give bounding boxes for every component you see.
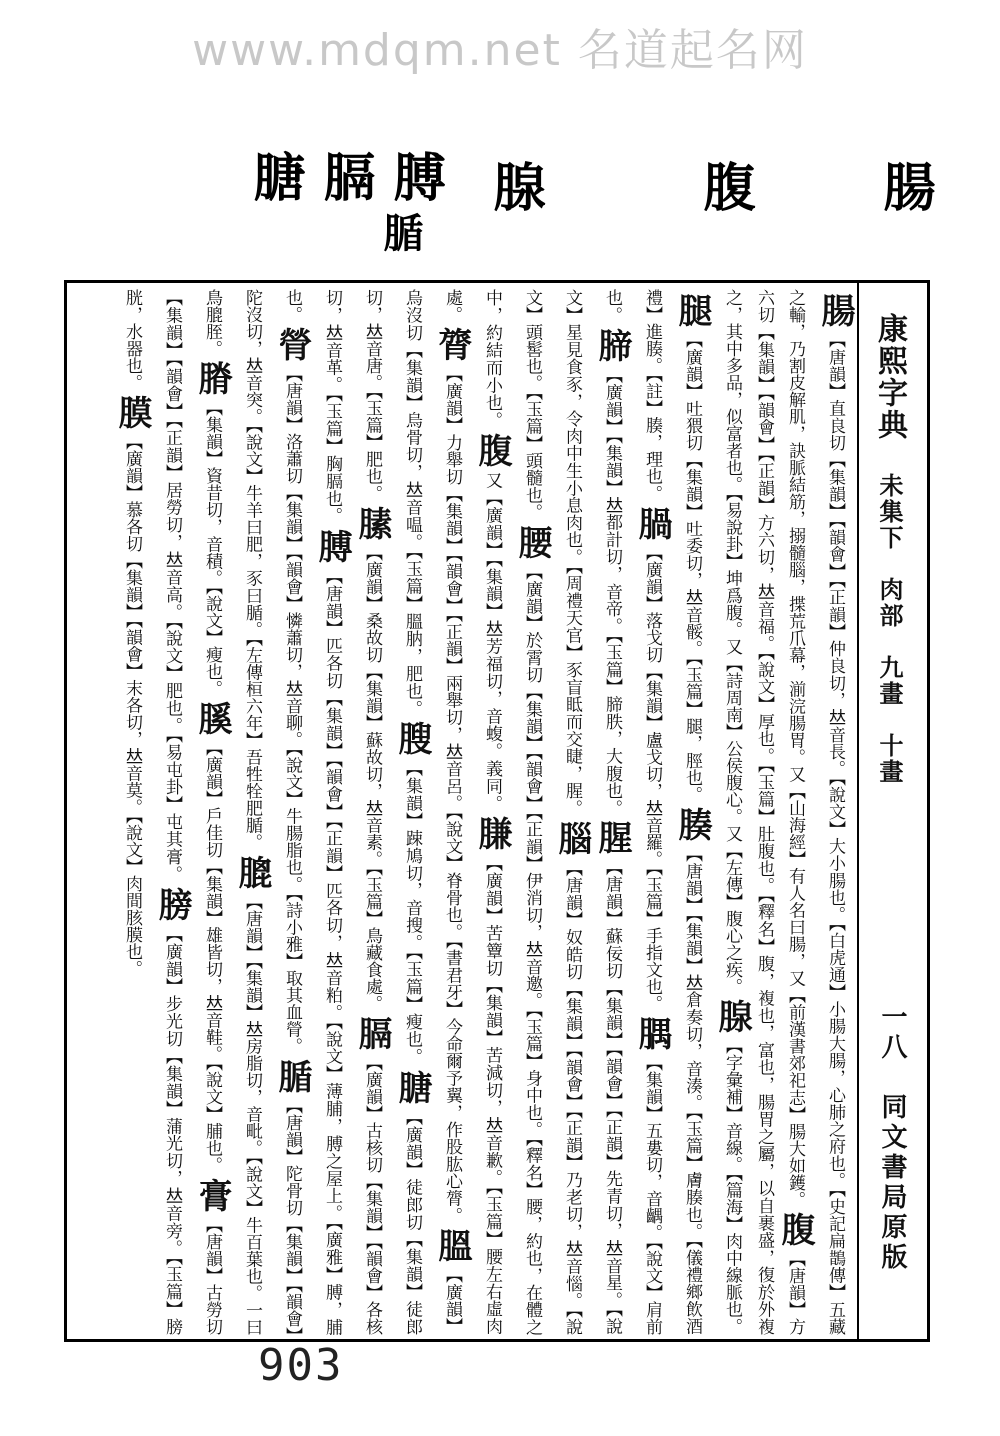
seal-char: 膅 [244,150,305,202]
entry-definition: 【唐韻】奴皓切【集韻】【韻會】【正韻】乃老切，𠀤音惱。【說文】頭䯻也。【玉篇】頭髓也。 [522,289,582,1335]
entry-headword: 膋 [272,327,312,362]
entry-headword: 腦 [552,820,592,855]
dictionary-entry [592,324,632,817]
entry-definition: 【唐韻】古勞切【集韻】【韻會】【正韻】居勞切，𠀤音高。【說文】肥也。【易屯卦】屯其膏。 [162,289,222,1335]
seal-script-row [60,150,940,280]
entry-headword: 膂 [432,327,472,362]
entry-definition: 【唐韻】蘇佞切【集韻】【韻會】【正韻】先青切，𠀤音星。【說文】星見食豕，令肉中生小息肉也。【周禮天官】豕盲眡而交睫，腥。 [562,289,622,1335]
entry-headword: 膊 [312,528,352,563]
dictionary-entries [69,289,855,1335]
entry-definition: 【廣韻】古核切【集韻】【韻會】各核切，𠀤音革。【玉篇】胸膈也。 [322,289,382,1335]
entry-definition: 【廣韻】戶佳切【集韻】雄皆切，𠀤音鞋。【說文】脯也。 [202,739,222,1174]
seal-char: 腯 [377,212,424,252]
entry-definition: 【廣韻】力舉切【集韻】【韻會】【正韻】兩舉切，𠀤音呂。【說文】脊骨也。【書君牙】今命爾予翼，作股肱心膂。 [442,365,462,1225]
entry-headword: 膈 [352,1016,392,1051]
dictionary-entry [272,323,312,1055]
dictionary-entry [785,289,855,1335]
entry-definition: 【唐韻】匹各切【集韻】【韻會】【正韻】匹各切，𠀤音粕。【說文】薄脯，膊之屋上。【廣雅】膊，脯也。 [282,289,342,1335]
entry-headword: 腠 [672,807,712,842]
dictionary-page-frame [64,280,930,1342]
entry-headword: 膄 [392,721,432,756]
seal-char: 膈 [314,150,375,202]
entry-definition: 【廣韻】步光切【集韻】蒲光切，𠀤音旁。【玉篇】膀胱，水器也。 [122,289,182,1335]
entry-definition: 【廣韻】桑故切【集韻】蘇故切，𠀤音素。【玉篇】鳥藏食處。 [362,543,382,1013]
dictionary-entry [632,502,672,1013]
entry-definition: 【廣韻】【集韻】𠀤都計切，音帝。【玉篇】腣胅，大腹也。 [602,365,622,817]
seal-char: 腸 [874,160,935,212]
entry-definition: 【唐韻】直良切【集韻】【韻會】【正韻】仲良切，𠀤音長。【說文】大小腸也。【白虎通】小腸大腸，心肺之府也。【史記扁鵲傳】五藏之輸，乃割皮解肌，訣脈結筋，搦髓腦，揲荒爪幕，湔浣腸胃。又【山海經】有人名曰腸，又【前漢書郊祀志】腸大如鑊。 [785,289,845,1335]
entry-headword: 腺 [712,999,752,1034]
entry-definition: 【廣韻】落戈切【集韻】盧戈切，𠀤音羅。【玉篇】手指文也。 [642,543,662,1013]
entry-definition: 【廣韻】苦簟切【集韻】苦減切，𠀤音歉。【玉篇】腰左右虛肉處。 [442,289,502,1335]
page-header-sidebar [857,283,927,1339]
dictionary-entry [192,357,232,698]
entry-definition: 【字彙補】音線。【篇海】肉中線脈也。 [722,1037,742,1335]
entry-definition: 又【廣韻】【集韻】𠀤芳福切，音蝮。義同。 [482,470,502,813]
entry-headword: 膀 [152,886,192,921]
entry-definition: 【唐韻】方六切【集韻】【韻會】【正韻】方六切，𠀤音福。【說文】厚也。【玉篇】肚腹也。【釋名】腹，複也，富也，腸胃之屬，以自裹盛，復於外複之，其中多品，似富者也。【易說卦】坤爲腹。又【詩周南】公侯腹心。又【左傳】腹心之疾。 [722,289,805,1335]
dictionary-entry [472,429,512,813]
entry-headword: 腯 [272,1058,312,1093]
entry-definition: 【廣韻】烏沒切【集韻】烏骨切，𠀤音嗢。【玉篇】膃肭，肥也。 [402,289,462,1335]
page-number: 903 [258,1340,344,1391]
entry-headword: 腢 [632,1016,672,1051]
entry-definition: 【集韻】踈鳩切，音搜。【玉篇】瘦也。 [402,759,422,1066]
entry-headword: 腿 [672,293,712,327]
seal-char: 膊 [384,150,445,202]
entry-headword: 腹 [775,1211,815,1246]
entry-headword: 腹 [472,432,512,467]
entry-headword: 膍 [232,854,272,889]
entry-definition: 【集韻】五婁切，音齵。【說文】肩前也。 [602,289,662,1335]
page-footer-label: 一八 同文書局原版 [877,1003,907,1273]
book-title: 康熙字典 未集下 肉部 九畫 十畫 [872,313,907,785]
dictionary-entry [192,697,232,1174]
entry-headword: 腣 [592,327,632,362]
entry-headword: 膎 [192,701,232,736]
seal-char: 腹 [694,160,755,212]
entry-headword: 膅 [392,1069,432,1104]
entry-definition: 【唐韻】陀骨切【集韻】【韻會】陀沒切，𠀤音突。【說文】牛羊曰肥，豕曰腯。【左傳桓六年】吾牲牷肥腯。 [242,289,302,1335]
seal-char: 腺 [484,160,545,212]
dictionary-entry [432,323,472,1225]
entry-headword: 腥 [592,820,632,855]
dictionary-entry [712,995,752,1335]
entry-headword: 膃 [432,1228,472,1263]
entry-definition: 【集韻】資昔切，音積。【說文】瘦也。 [202,399,222,698]
watermark: www.mdqm.net 名道起名网 [192,25,808,76]
entry-definition: 【唐韻】洛蕭切【集韻】【韻會】憐蕭切，𠀤音聊。【說文】牛腸脂也。【詩小雅】取其血膋。 [282,365,302,1055]
entry-definition: 【廣韻】慕各切【集韻】【韻會】末各切，𠀤音莫。【說文】肉間胲膜也。 [122,433,142,977]
entry-definition: 【廣韻】徒郎切【集韻】徒郎切，𠀤音唐。【玉篇】肥也。 [362,289,422,1335]
entry-headword: 膏 [192,1177,232,1212]
entry-definition: 【廣韻】於霄切【集韻】【韻會】【正韻】伊消切，𠀤音邀。【玉篇】身中也。【釋名】腰，約也，在體之中，約結而小也。 [482,289,542,1335]
dictionary-entry [352,502,392,1013]
entry-headword: 膜 [112,395,152,429]
entry-headword: 腰 [512,524,552,559]
dictionary-entry [392,717,432,1066]
entry-headword: 膌 [192,361,232,396]
entry-headword: 腸 [815,293,855,327]
entry-headword: 膁 [472,816,512,851]
dictionary-entry [112,391,152,977]
entry-headword: 膆 [352,505,392,540]
entry-headword: 腡 [632,505,672,540]
entry-definition: 【唐韻】【集韻】𠀤房脂切，音毗。【說文】牛百葉也。一曰鳥膍胵。 [202,289,262,1335]
entry-definition: 【唐韻】【集韻】𠀤倉奏切，音湊。【玉篇】膚腠也。【儀禮鄉飲酒禮】進腠。【註】腠，理也。 [642,289,702,1335]
entry-definition: 【廣韻】吐猥切【集韻】吐委切，𠀤音骽。【玉篇】腿，脛也。 [682,331,702,804]
dictionary-entry [672,289,712,804]
